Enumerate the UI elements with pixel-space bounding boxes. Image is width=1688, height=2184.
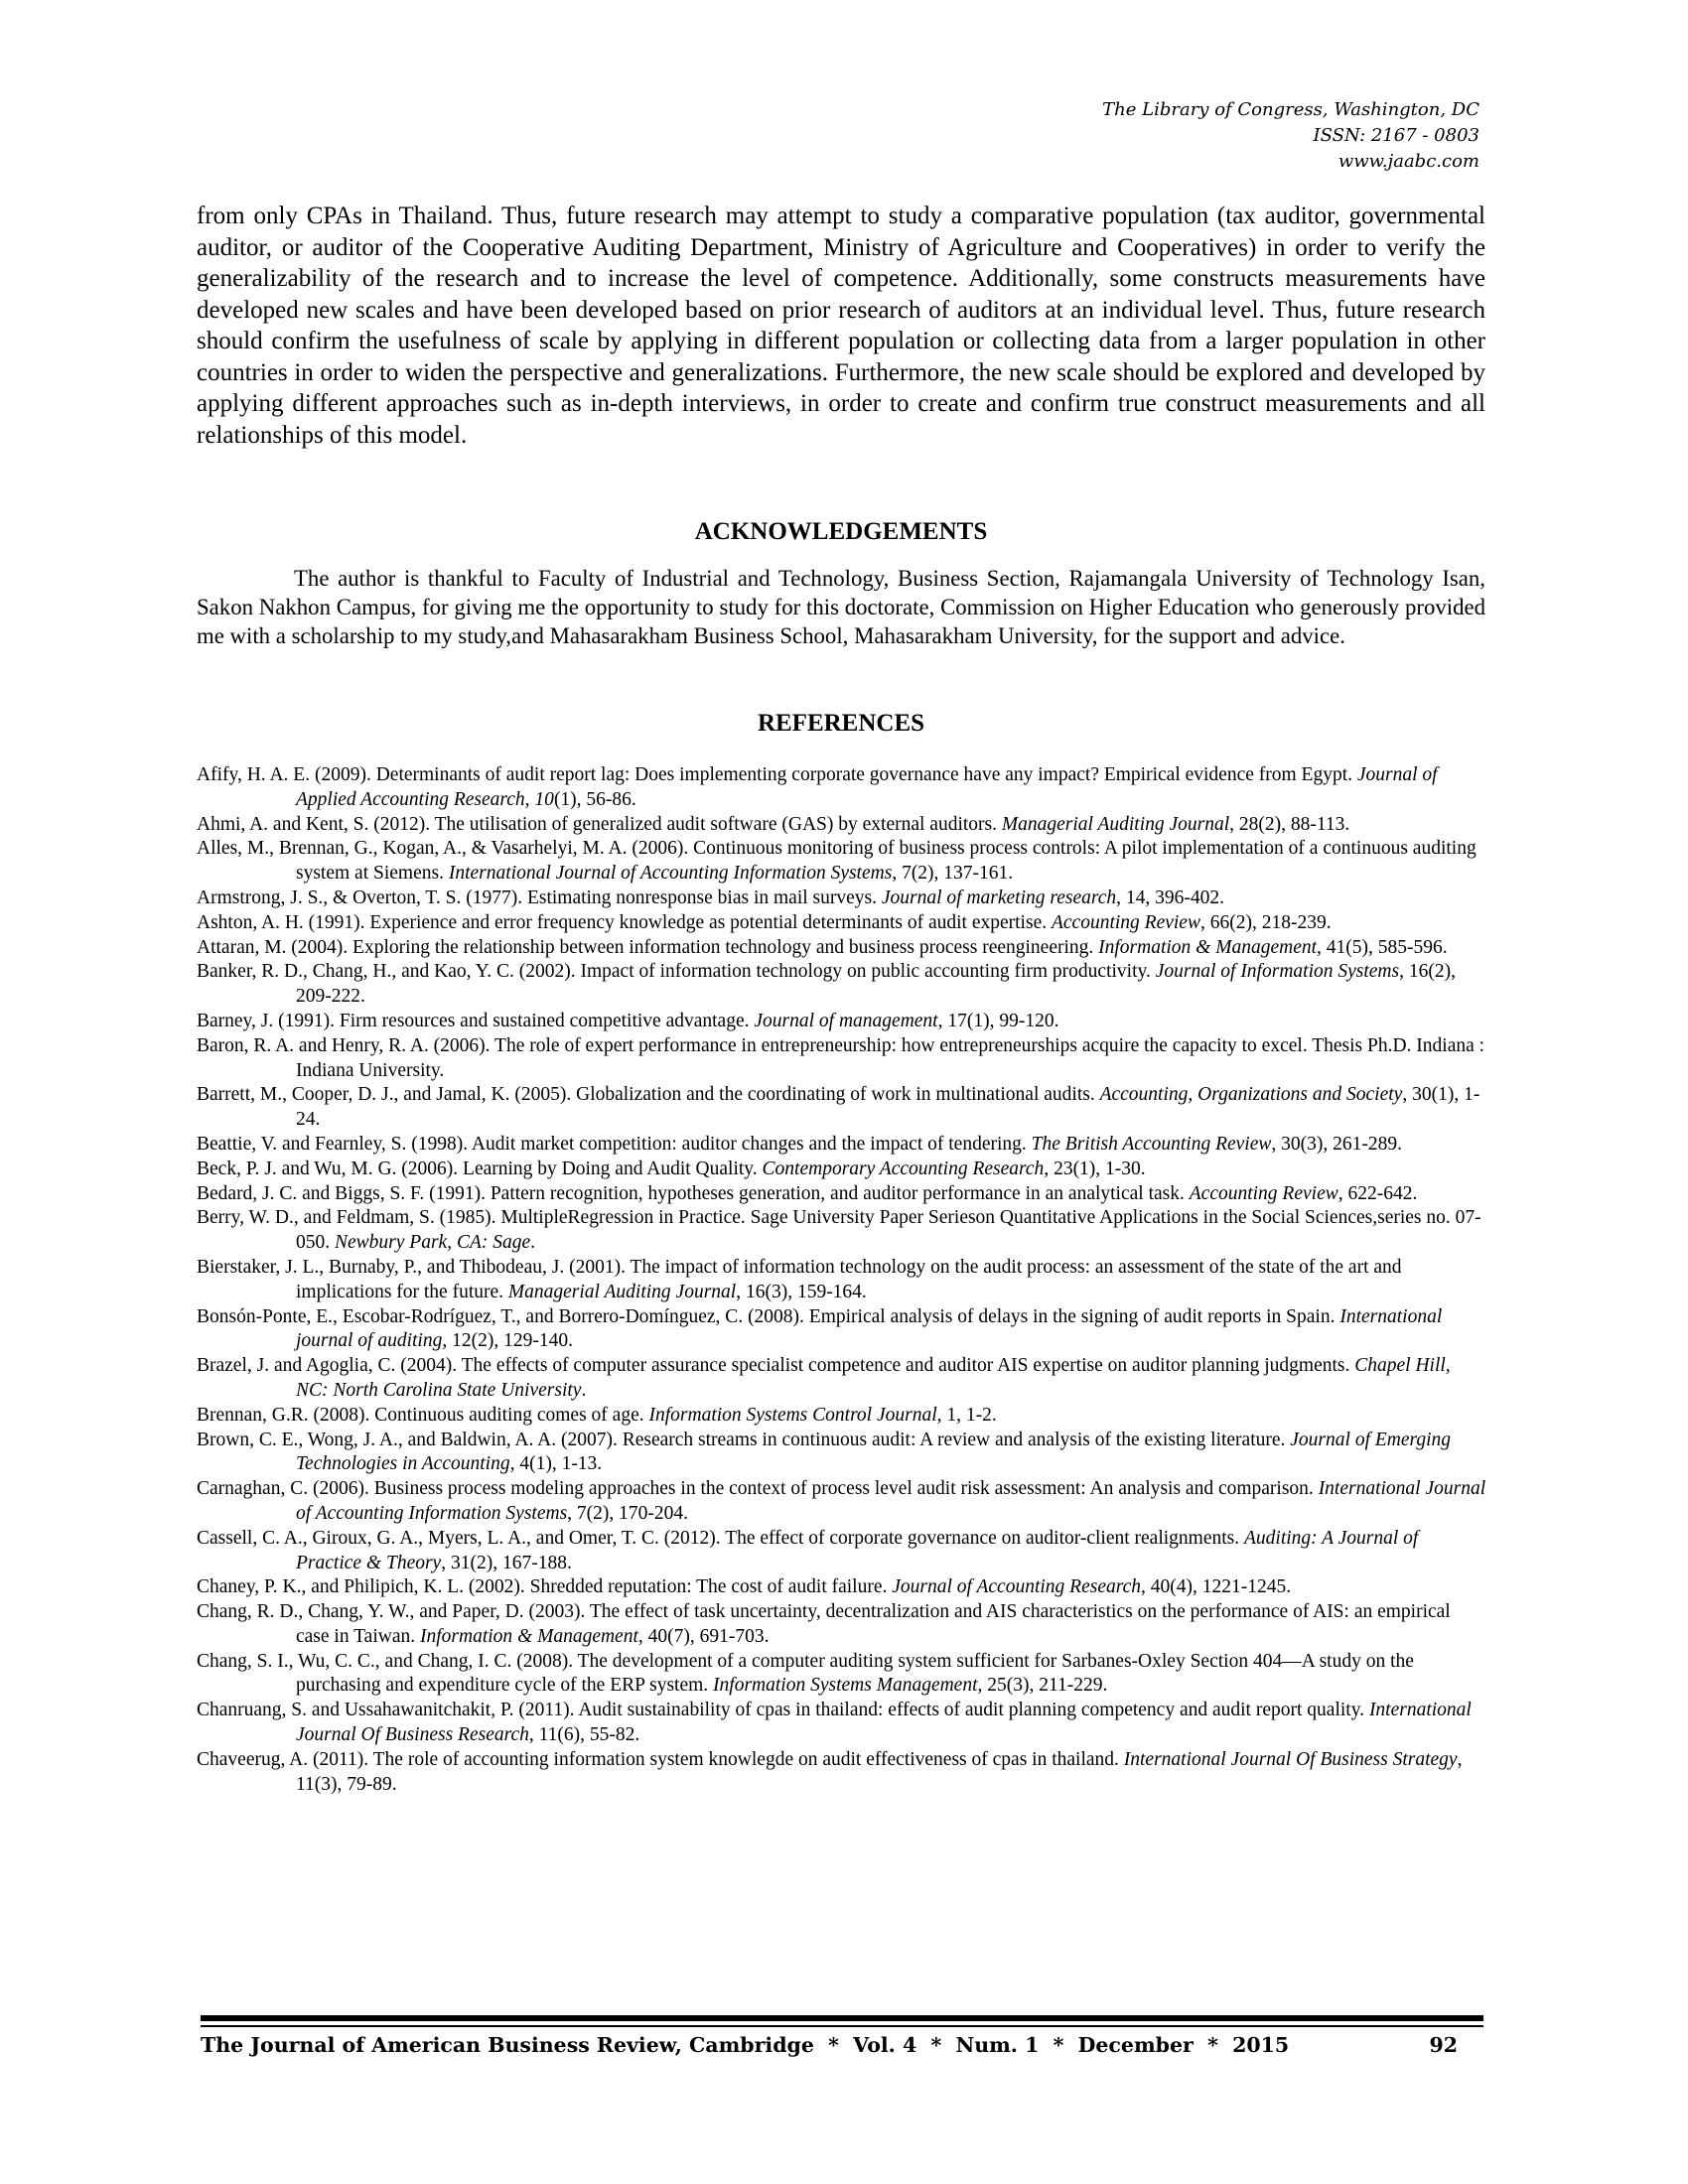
reference-volume-pages: , 14, 396-402. — [1116, 887, 1225, 908]
reference-entry — [197, 1404, 1487, 1429]
reference-volume-pages: , 622-642. — [1337, 1182, 1418, 1204]
reference-journal: The British Accounting Review — [1031, 1133, 1272, 1155]
journal-footer: The Journal of American Business Review, Cambridge * Vol. 4 * Num. 1 * December * 2015 — [201, 2033, 1290, 2057]
running-header — [1102, 97, 1479, 175]
reference-text: Berry, W. D., and Feldmam, S. (1985). MultipleRegression in Practice. Sage University Paper Serieson Quantitative Applications in the Social Sciences,series no. 07-050. — [197, 1207, 1481, 1254]
reference-volume-pages: , 40(7), 691-703. — [637, 1625, 770, 1647]
reference-entry — [197, 763, 1487, 813]
reference-entry — [197, 1206, 1487, 1256]
reference-entry — [197, 1182, 1487, 1207]
reference-entry — [197, 1354, 1487, 1404]
reference-text: Brazel, J. and Agoglia, C. (2004). The effects of computer assurance specialist competence and auditor AIS expertise on auditor planning judgments. — [197, 1355, 1355, 1377]
reference-volume-pages: , 23(1), 1-30. — [1044, 1158, 1146, 1179]
reference-entry — [197, 1429, 1487, 1478]
reference-text: Bedard, J. C. and Biggs, S. F. (1991). Pattern recognition, hypotheses generation, and auditor performance in an analytical task. — [197, 1182, 1190, 1204]
reference-entry — [197, 1083, 1487, 1133]
reference-list — [197, 763, 1487, 1797]
reference-journal: International Journal of Accounting Information Systems — [296, 1478, 1486, 1524]
reference-text: Ashton, A. H. (1991). Experience and error frequency knowledge as potential determinants of audit expertise. — [197, 911, 1052, 933]
reference-text: Bierstaker, J. L., Burnaby, P., and Thibodeau, J. (2001). The impact of information technology on the audit process: an assessment of the state of the art and implications for the future. — [197, 1256, 1402, 1302]
references-heading: REFERENCES — [757, 710, 925, 737]
reference-journal: Information Systems Control Journal — [648, 1404, 937, 1426]
reference-volume-pages: , 17(1), 99-120. — [937, 1010, 1059, 1031]
reference-journal: International journal of auditing — [296, 1305, 1443, 1352]
reference-entry — [197, 1010, 1487, 1034]
reference-volume-pages: , 28(2), 88-113. — [1229, 813, 1350, 835]
reference-journal: Managerial Auditing Journal — [507, 1281, 737, 1302]
reference-volume-pages: (1), 56-86. — [553, 788, 636, 810]
reference-entry — [197, 1305, 1487, 1355]
reference-entry — [197, 1575, 1487, 1600]
reference-volume-pages: , 1, 1-2. — [936, 1404, 997, 1426]
body-paragraph: from only CPAs in Thailand. Thus, future research may attempt to study a comparative population (tax auditor, governmental auditor, or auditor of the Cooperative Auditing Department, Ministry of Agriculture and Cooperatives) in order to verify the generalizability of the research and to increase the level of competence. Additionally, some constructs measurements have developed new scales and have been developed based on prior research of auditors at an individual level. Thus, future research should confirm the usefulness of scale by applying in different population or collecting data from a larger population in other countries in order to widen the perspective and generalizations. Furthermore, the new scale should be explored and developed by applying different approaches such as in-depth interviews, in order to create and confirm true construct measurements and all relationships of this model. — [197, 203, 1485, 449]
reference-volume-pages: . — [530, 1232, 536, 1254]
reference-volume-pages: , 31(2), 167-188. — [441, 1552, 572, 1573]
reference-volume-pages: , 7(2), 170-204. — [567, 1502, 689, 1524]
reference-volume-pages: , 66(2), 218-239. — [1199, 911, 1332, 933]
reference-text: Baron, R. A. and Henry, R. A. (2006). The role of expert performance in entrepreneurship: how entrepreneurships acquire the capacity to excel. Thesis Ph.D. Indiana : Indiana University. — [197, 1034, 1485, 1081]
reference-journal: Journal of Information Systems — [1155, 961, 1400, 983]
reference-entry — [197, 1748, 1487, 1798]
reference-volume-pages: , 16(3), 159-164. — [736, 1281, 867, 1302]
reference-entry — [197, 1699, 1487, 1748]
reference-text: Afify, H. A. E. (2009). Determinants of audit report lag: Does implementing corporate governance have any impact? Empirical evidence from Egypt. — [197, 764, 1357, 785]
reference-entry — [197, 813, 1487, 838]
page-number: 92 — [1429, 2033, 1458, 2057]
reference-text: Brennan, G.R. (2008). Continuous auditing comes of age. — [197, 1404, 649, 1426]
reference-volume-pages: , 11(6), 55-82. — [528, 1724, 640, 1746]
footer-rule-thick — [201, 2015, 1483, 2021]
reference-volume-pages: , 40(4), 1221-1245. — [1141, 1576, 1292, 1598]
reference-text: Alles, M., Brennan, G., Kogan, A., & Vasarhelyi, M. A. (2006). Continuous monitoring of business process controls: A pilot implementation of a continuous auditing system at Siemens. — [197, 838, 1477, 885]
reference-journal: International Journal Of Business Strategy — [1123, 1748, 1458, 1770]
reference-entry — [197, 1650, 1487, 1700]
reference-journal: Information & Management — [1098, 936, 1318, 958]
reference-text: Barrett, M., Cooper, D. J., and Jamal, K. (2005). Globalization and the coordinating of work in multinational audits. — [197, 1084, 1100, 1106]
reference-journal: Accounting, Organizations and Society — [1099, 1084, 1403, 1106]
reference-volume-pages: , 4(1), 1-13. — [509, 1453, 603, 1475]
acknowledgements-text: The author is thankful to Faculty of Industrial and Technology, Business Section, Rajamangala University of Technology Isan, Sakon Nakhon Campus, for giving me the opportunity to study for this doctorate, Commission on Higher Education who generously provided me with a scholarship to my study,and Mahasarakham Business School, Mahasarakham University, for the support and advice. — [197, 566, 1485, 648]
reference-entry — [197, 1477, 1487, 1527]
reference-volume-pages: , 16(2), 209-222. — [296, 961, 1456, 1008]
reference-volume-pages: , 12(2), 129-140. — [442, 1330, 573, 1352]
reference-text: Bonsón-Ponte, E., Escobar-Rodríguez, T., and Borrero-Domínguez, C. (2008). Empirical analysis of delays in the signing of audit reports in Spain. — [197, 1305, 1340, 1327]
reference-volume-pages: . — [581, 1379, 587, 1401]
reference-text: Chanruang, S. and Ussahawanitchakit, P. (2011). Audit sustainability of cpas in thailand: effects of audit planning competency and audit report quality. — [197, 1700, 1369, 1721]
reference-journal: Newbury Park, CA: Sage — [335, 1232, 531, 1254]
footer-rule-thin — [201, 2025, 1483, 2027]
reference-volume-pages: , 11(3), 79-89. — [296, 1748, 1463, 1795]
reference-journal: Contemporary Accounting Research — [762, 1158, 1045, 1179]
reference-entry — [197, 1158, 1487, 1182]
reference-text: Chaveerug, A. (2011). The role of accounting information system knowlegde on audit effectiveness of cpas in thailand. — [197, 1748, 1124, 1770]
reference-journal: Journal of Emerging Technologies in Accounting — [296, 1429, 1452, 1475]
reference-volume-pages: , 30(3), 261-289. — [1271, 1133, 1402, 1155]
reference-entry — [197, 837, 1487, 887]
reference-volume-pages: , 30(1), 1-24. — [296, 1084, 1480, 1131]
reference-journal: International Journal Of Business Research — [296, 1700, 1472, 1746]
reference-journal: Accounting Review — [1189, 1182, 1338, 1204]
reference-journal: Accounting Review — [1051, 911, 1200, 933]
reference-text: Chaney, P. K., and Philipich, K. L. (2002). Shredded reputation: The cost of audit failure. — [197, 1576, 893, 1598]
reference-entry — [197, 936, 1487, 961]
header-issn-line: ISSN: 2167 - 0803 — [1313, 125, 1479, 146]
reference-text: Attaran, M. (2004). Exploring the relationship between information technology and business process reengineering. — [197, 936, 1099, 958]
reference-text: Beattie, V. and Fearnley, S. (1998). Audit market competition: auditor changes and the impact of tendering. — [197, 1133, 1032, 1155]
reference-text: Barney, J. (1991). Firm resources and sustained competitive advantage. — [197, 1010, 755, 1031]
reference-text: Armstrong, J. S., & Overton, T. S. (1977). Estimating nonresponse bias in mail surveys. — [197, 887, 882, 908]
reference-journal: Journal of management — [754, 1010, 938, 1031]
reference-journal: International Journal of Accounting Information Systems — [448, 863, 893, 885]
reference-text: Brown, C. E., Wong, J. A., and Baldwin, A. A. (2007). Research streams in continuous audit: A review and analysis of the existing literature. — [197, 1429, 1291, 1450]
reference-entry — [197, 960, 1487, 1010]
reference-text: Cassell, C. A., Giroux, G. A., Myers, L. A., and Omer, T. C. (2012). The effect of corporate governance on auditor-client realignments. — [197, 1527, 1244, 1549]
acknowledgements-heading: ACKNOWLEDGEMENTS — [694, 518, 988, 545]
reference-entry — [197, 1034, 1487, 1084]
reference-journal: Information & Management — [419, 1625, 638, 1647]
header-publisher-line: The Library of Congress, Washington, DC — [1102, 99, 1479, 120]
reference-entry — [197, 1527, 1487, 1576]
reference-entry — [197, 911, 1487, 936]
reference-journal: Information Systems Management — [713, 1675, 978, 1697]
reference-entry — [197, 1600, 1487, 1650]
reference-volume-pages: , 25(3), 211-229. — [977, 1675, 1108, 1697]
reference-entry — [197, 1133, 1487, 1158]
reference-journal: Journal of Applied Accounting Research, 10 — [296, 764, 1438, 810]
reference-journal: Chapel Hill, NC: North Carolina State University — [296, 1355, 1451, 1401]
reference-journal: Journal of marketing research — [881, 887, 1117, 908]
reference-text: Chang, S. I., Wu, C. C., and Chang, I. C. (2008). The development of a computer auditing system sufficient for Sarbanes-Oxley Section 404—A study on the purchasing and expenditure cycle of the ERP system. — [197, 1650, 1414, 1697]
reference-entry — [197, 887, 1487, 911]
reference-volume-pages: , 41(5), 585-596. — [1317, 936, 1448, 958]
reference-text: Banker, R. D., Chang, H., and Kao, Y. C. (2002). Impact of information technology on public accounting firm productivity. — [197, 961, 1156, 983]
reference-journal: Journal of Accounting Research — [892, 1576, 1141, 1598]
reference-text: Beck, P. J. and Wu, M. G. (2006). Learning by Doing and Audit Quality. — [197, 1158, 763, 1179]
reference-text: Chang, R. D., Chang, Y. W., and Paper, D. (2003). The effect of task uncertainty, decentralization and AIS characteristics on the performance of AIS: an empirical case in Taiwan. — [197, 1601, 1451, 1647]
reference-journal: Managerial Auditing Journal — [1001, 813, 1230, 835]
reference-entry — [197, 1256, 1487, 1305]
reference-journal: Auditing: A Journal of Practice & Theory — [296, 1527, 1419, 1573]
reference-volume-pages: , 7(2), 137-161. — [892, 863, 1014, 885]
reference-text: Carnaghan, C. (2006). Business process modeling approaches in the context of process level audit risk assessment: An analysis and comparison. — [197, 1478, 1319, 1500]
reference-text: Ahmi, A. and Kent, S. (2012). The utilisation of generalized audit software (GAS) by external auditors. — [197, 813, 1002, 835]
header-website-line: www.jaabc.com — [1337, 151, 1479, 172]
